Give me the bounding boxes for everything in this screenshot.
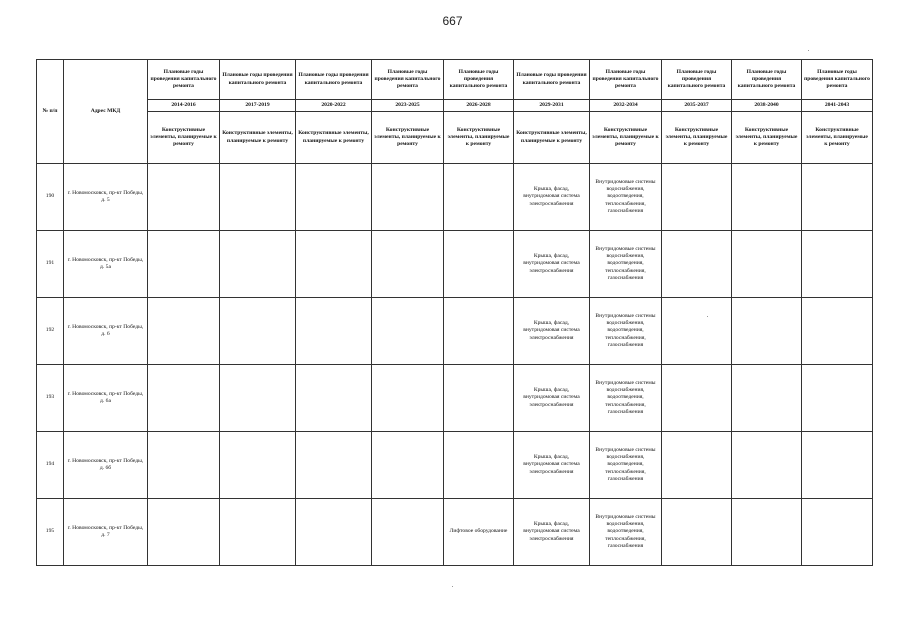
plan-cell	[220, 432, 296, 499]
header-period-label: Плановые годы проведения капитального ремонта	[296, 60, 372, 100]
table-row	[37, 298, 873, 365]
header-elements: Конструктивные элементы, планируемые к ремонту	[220, 112, 296, 164]
header-years: 2020-2022	[296, 100, 372, 112]
plan-cell: Лифтовое оборудование	[444, 499, 514, 566]
plan-cell	[662, 432, 732, 499]
plan-cell	[148, 432, 220, 499]
header-row-period	[37, 60, 873, 100]
header-period-label: Плановые годы проведения капитального ремонта	[662, 60, 732, 100]
plan-cell	[662, 164, 732, 231]
plan-cell	[296, 365, 372, 432]
row-number: 193	[37, 365, 64, 432]
table-row	[37, 164, 873, 231]
plan-cell	[802, 231, 873, 298]
header-address: Адрес МКД	[64, 60, 148, 164]
header-period-label: Плановые годы проведения капитального ремонта	[444, 60, 514, 100]
header-elements: Конструктивные элементы, планируемые к ремонту	[590, 112, 662, 164]
plan-cell	[372, 298, 444, 365]
header-years: 2023-2025	[372, 100, 444, 112]
plan-cell	[148, 231, 220, 298]
row-number: 190	[37, 164, 64, 231]
plan-cell	[372, 365, 444, 432]
table-row	[37, 499, 873, 566]
header-period-label: Плановые годы проведения капитального ремонта	[732, 60, 802, 100]
plan-cell	[372, 499, 444, 566]
header-years: 2032-2034	[590, 100, 662, 112]
header-elements: Конструктивные элементы, планируемые к ремонту	[444, 112, 514, 164]
plan-cell	[148, 499, 220, 566]
plan-cell	[296, 432, 372, 499]
row-number: 194	[37, 432, 64, 499]
plan-cell	[296, 231, 372, 298]
row-address: г. Новомосковск, пр-кт Победы, д. 5	[64, 164, 148, 231]
plan-cell	[662, 298, 732, 365]
plan-cell: Крыша, фасад, внутридомовая система электроснабжения	[514, 164, 590, 231]
header-years: 2029-2031	[514, 100, 590, 112]
plan-cell	[802, 365, 873, 432]
header-elements: Конструктивные элементы, планируемые к ремонту	[372, 112, 444, 164]
header-period-label: Плановые годы проведения капитального ремонта	[590, 60, 662, 100]
row-address: г. Новомосковск, пр-кт Победы, д. 6	[64, 298, 148, 365]
plan-cell	[732, 365, 802, 432]
row-number: 191	[37, 231, 64, 298]
plan-cell: Внутридомовые системы водоснабжения, водоотведения, теплоснабжения, газоснабжения	[590, 164, 662, 231]
header-years: 2041-2043	[802, 100, 873, 112]
plan-cell	[444, 231, 514, 298]
plan-cell: Крыша, фасад, внутридомовая система электроснабжения	[514, 432, 590, 499]
plan-cell: Крыша, фасад, внутридомовая система электроснабжения	[514, 298, 590, 365]
header-years: 2014-2016	[148, 100, 220, 112]
scan-speck	[707, 316, 708, 317]
header-period-label: Плановые годы проведения капитального ремонта	[148, 60, 220, 100]
plan-cell: Внутридомовые системы водоснабжения, водоотведения, теплоснабжения, газоснабжения	[590, 231, 662, 298]
plan-cell	[732, 432, 802, 499]
plan-cell: Внутридомовые системы водоснабжения, водоотведения, теплоснабжения, газоснабжения	[590, 432, 662, 499]
plan-cell	[732, 164, 802, 231]
plan-cell: Крыша, фасад, внутридомовая система электроснабжения	[514, 365, 590, 432]
plan-cell	[802, 499, 873, 566]
plan-cell	[220, 365, 296, 432]
header-years: 2038-2040	[732, 100, 802, 112]
plan-cell	[662, 499, 732, 566]
plan-cell	[662, 365, 732, 432]
plan-cell	[802, 298, 873, 365]
plan-cell	[372, 164, 444, 231]
table-row	[37, 365, 873, 432]
header-years: 2035-2037	[662, 100, 732, 112]
page-number: 667	[442, 14, 463, 28]
header-elements: Конструктивные элементы, планируемые к ремонту	[662, 112, 732, 164]
plan-cell	[372, 231, 444, 298]
header-period-label: Плановые годы проведения капитального ремонта	[220, 60, 296, 100]
plan-cell	[662, 231, 732, 298]
header-row-elements	[37, 112, 873, 164]
scan-speck	[452, 586, 453, 587]
header-period-label: Плановые годы проведения капитального ремонта	[802, 60, 873, 100]
plan-cell: Внутридомовые системы водоснабжения, водоотведения, теплоснабжения, газоснабжения	[590, 298, 662, 365]
plan-cell	[296, 298, 372, 365]
plan-cell	[220, 298, 296, 365]
scan-speck	[808, 50, 809, 51]
header-num: № п/п	[37, 60, 64, 164]
plan-cell	[732, 499, 802, 566]
plan-cell	[444, 164, 514, 231]
plan-cell	[296, 164, 372, 231]
header-period-label: Плановые годы проведения капитального ремонта	[514, 60, 590, 100]
header-years: 2017-2019	[220, 100, 296, 112]
plan-cell	[148, 298, 220, 365]
plan-cell	[732, 298, 802, 365]
plan-cell: Внутридомовые системы водоснабжения, водоотведения, теплоснабжения, газоснабжения	[590, 499, 662, 566]
header-elements: Конструктивные элементы, планируемые к ремонту	[296, 112, 372, 164]
plan-cell	[372, 432, 444, 499]
row-address: г. Новомосковск, пр-кт Победы, д. 5а	[64, 231, 148, 298]
capital-repair-plan-table	[36, 59, 873, 566]
plan-cell: Крыша, фасад, внутридомовая система электроснабжения	[514, 231, 590, 298]
plan-cell	[220, 499, 296, 566]
header-elements: Конструктивные элементы, планируемые к ремонту	[732, 112, 802, 164]
row-number: 192	[37, 298, 64, 365]
plan-cell	[444, 432, 514, 499]
header-elements: Конструктивные элементы, планируемые к ремонту	[148, 112, 220, 164]
table-row	[37, 231, 873, 298]
header-years: 2026-2028	[444, 100, 514, 112]
plan-cell	[148, 164, 220, 231]
row-address: г. Новомосковск, пр-кт Победы, д. 6б	[64, 432, 148, 499]
row-address: г. Новомосковск, пр-кт Победы, д. 7	[64, 499, 148, 566]
plan-cell	[444, 365, 514, 432]
row-number: 195	[37, 499, 64, 566]
header-elements: Конструктивные элементы, планируемые к ремонту	[802, 112, 873, 164]
plan-cell	[220, 164, 296, 231]
row-address: г. Новомосковск, пр-кт Победы, д. 6а	[64, 365, 148, 432]
plan-cell	[148, 365, 220, 432]
plan-cell	[802, 432, 873, 499]
table-row	[37, 432, 873, 499]
plan-cell	[296, 499, 372, 566]
plan-cell	[802, 164, 873, 231]
plan-cell	[220, 231, 296, 298]
plan-cell	[732, 231, 802, 298]
plan-cell: Внутридомовые системы водоснабжения, водоотведения, теплоснабжения, газоснабжения	[590, 365, 662, 432]
plan-cell: Крыша, фасад, внутридомовая система электроснабжения	[514, 499, 590, 566]
header-elements: Конструктивные элементы, планируемые к ремонту	[514, 112, 590, 164]
header-row-years	[37, 100, 873, 112]
plan-cell	[444, 298, 514, 365]
header-period-label: Плановые годы проведения капитального ремонта	[372, 60, 444, 100]
